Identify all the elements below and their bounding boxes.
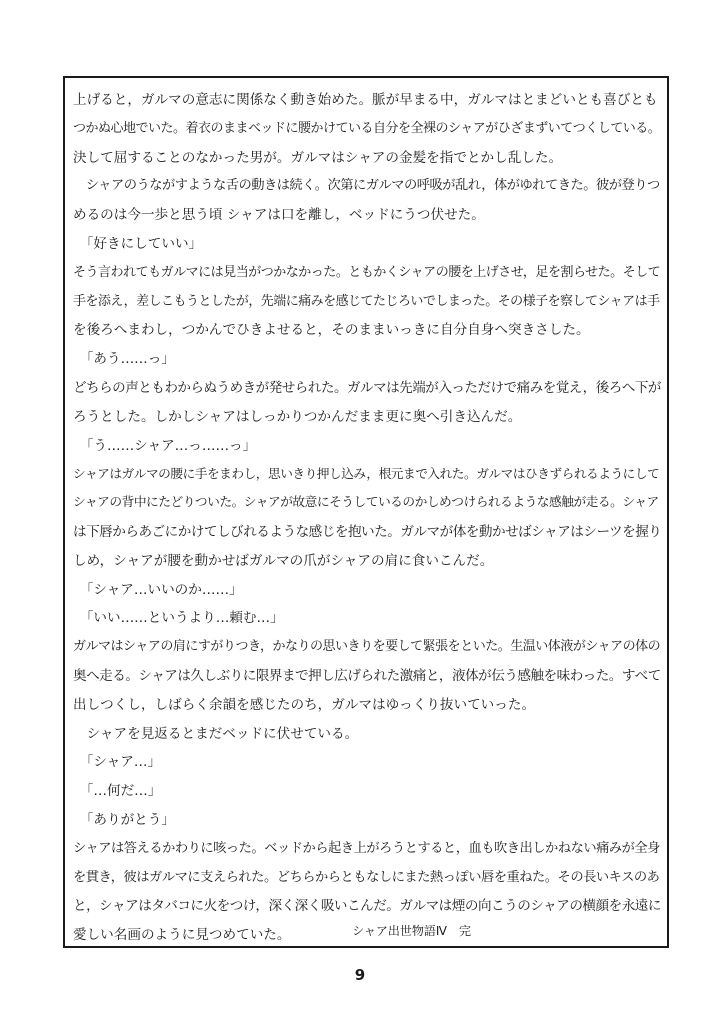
text-line: ろうとした。しかしシャアはしっかりつかんだまま更に奥へ引き込んだ。	[73, 408, 522, 425]
story-text	[73, 86, 661, 950]
text-line: 「いい……というより…頼む…」	[73, 610, 284, 627]
text-line: めるのは今一歩と思う頃 シャアは口を離し，ベッドにうつ伏せた。	[73, 207, 485, 224]
text-line: を後ろへまわし，つかんでひきよせると，そのままいっきに自分自身へ突きさした。	[73, 322, 590, 339]
text-line: 手を添え，差しこもうとしたが，先端に痛みを感じてたじろいでしまった。その様子を察してシャアは手	[73, 293, 660, 309]
text-line: しめ，シャアが腰を動かせばガルマの爪がシャアの肩に食いこんだ。	[73, 552, 494, 569]
text-line: 「…何だ…」	[73, 783, 162, 800]
text-line: シャアの背中にたどりついた。シャアが故意にそうしているのかしめつけられるような感触が走る。シャア	[73, 495, 659, 511]
text-line: 出しつくし，しばらく余韻を感じたのち，ガルマはゆっくり抜いていった。	[73, 696, 536, 713]
text-line: 「シャア…」	[73, 754, 162, 771]
text-line: 「好きにしていい」	[73, 235, 203, 252]
text-line: と，シャアはタバコに火をつけ，深く深く吸いこんだ。ガルマは煙の向こうのシャアの横顔を永遠に	[73, 898, 661, 915]
text-line: 「ありがとう」	[73, 811, 175, 828]
text-line: 奥へ走る。シャアは久しぶりに限界まで押し広げられた激痛と，液体が伝う感触を味わった。すべて	[73, 667, 661, 684]
text-line: シャアのうながすような舌の動きは続く。次第にガルマの呼吸が乱れ，体がゆれてきた。彼が登りつ	[73, 178, 660, 194]
text-frame	[63, 76, 669, 948]
text-line: は下唇からあごにかけてしびれるような感じを抱いた。ガルマが体を動かせばシャアはシーツを握り	[73, 523, 661, 540]
text-line: どちらの声ともわからぬうめきが発せられた。ガルマは先端が入っただけで痛みを覚え，後ろへ下が	[73, 379, 661, 396]
text-line: 愛しい名画のように見つめていた。	[73, 927, 291, 944]
text-line: 上げると，ガルマの意志に関係なく動き始めた。脈が早まる中，ガルマはとまどいとも喜びとも	[73, 92, 658, 108]
text-line: を貫き，彼はガルマに支えられた。どちらからともなしにまた熱っぽい唇を重ねた。その長いキスのあ	[73, 869, 660, 885]
page-number: 9	[354, 966, 366, 984]
text-line: 「あう……っ」	[73, 351, 175, 368]
text-line: 決して屈することのなかった男が。ガルマはシャアの金髪を指でとかし乱した。	[73, 149, 563, 166]
text-line: そう言われてもガルマには見当がつかなかった。ともかくシャアの腰を上げさせ，足を割らせた。そして	[73, 264, 661, 280]
colophon: シャア出世物語Ⅳ 完	[352, 924, 471, 938]
text-line: つかぬ心地でいた。着衣のままベッドに腰かけている自分を全裸のシャアがひざまずいてつくしている。	[73, 120, 661, 136]
text-line: シャアを見返るとまだベッドに伏せている。	[73, 725, 359, 742]
text-line: シャアはガルマの腰に手をまわし，思いきり押し込み，根元まで入れた。ガルマはひきずられるようにして	[73, 466, 660, 482]
text-line: シャアは答えるかわりに咳った。ベッドから起き上がろうとすると，血も吹き出しかねない痛みが全身	[73, 840, 660, 856]
text-line: ガルマはシャアの肩にすがりつき，かなりの思いきりを要して緊張をといた。生温い体液がシャアの体の	[73, 639, 661, 655]
text-line: 「う……シャア…っ……っ」	[73, 437, 257, 454]
text-line: 「シャア…いいのか……」	[73, 581, 243, 598]
